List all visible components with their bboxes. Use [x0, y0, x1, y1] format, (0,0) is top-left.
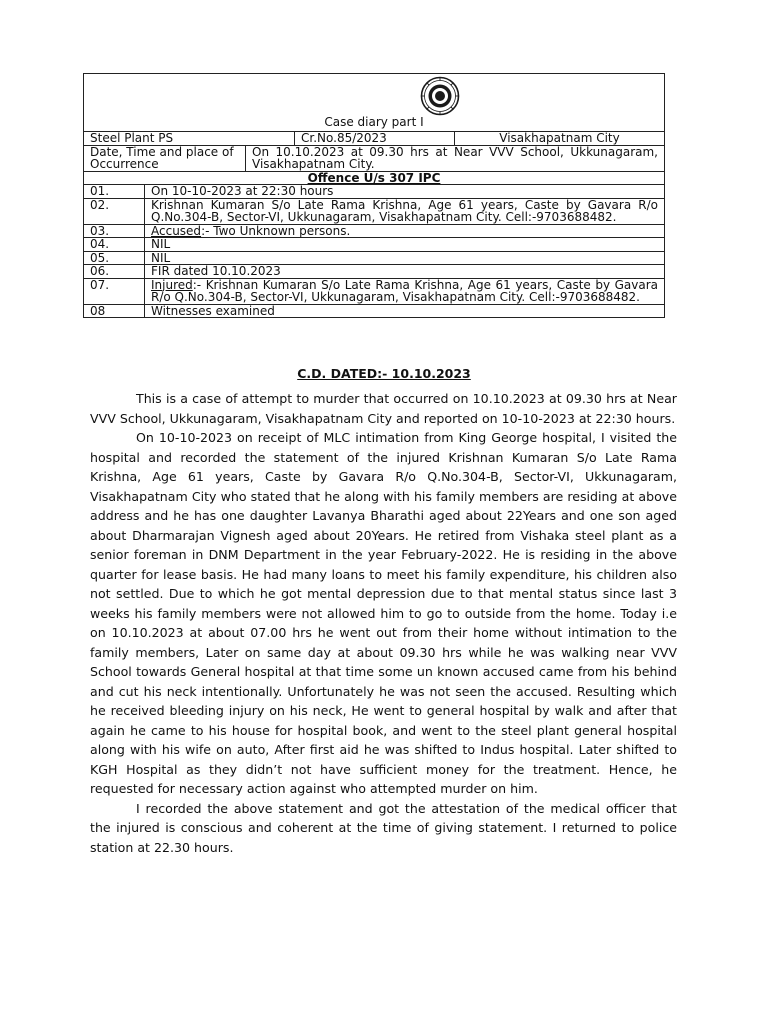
row-number: 08 — [90, 303, 106, 318]
detail-row — [84, 199, 664, 225]
detail-row — [84, 279, 664, 305]
city-name: Visakhapatnam City — [454, 132, 664, 145]
police-station: Steel Plant PS — [90, 131, 174, 145]
accused-text: :- Two Unknown persons. — [201, 223, 351, 238]
occurrence-row — [84, 146, 664, 172]
case-diary-header-table — [83, 73, 665, 318]
injured-text: :- Krishnan Kumaran S/o Late Rama Krishna, Age 61 years, Caste by Gavara R/o Q.No.304-B, Sector-VI, Ukkunagaram, Visakhapatnam City. Cell:-9703688482. — [151, 277, 658, 304]
body-paragraph: I recorded the above statement and got the attestation of the medical officer that the injured is conscious and coherent at the time of giving statement. I returned to police station at 22.30 hours. — [90, 800, 677, 855]
detail-row — [84, 305, 664, 318]
case-diary-body — [90, 389, 677, 857]
body-paragraph: On 10-10-2023 on receipt of MLC intimation from King George hospital, I visited the hospital and recorded the statement of the injured Krishnan Kumaran S/o Late Rama Krishna, Age 61 years, Caste by Gavara R/o Q.No.304-B, Sector-VI, Ukkunagaram, Visakhapatnam City who stated that he along with his family members are residing at above address and he has one daughter Lavanya Bharathi aged about 22Years and one son aged about Dharmarajan Vignesh aged about 20Years. He retired from Vishaka steel plant as a senior foreman in DNM Department in the year February-2022. He is residing in the above quarter for lease basis. He had many loans to meet his family expenditure, his children also not settled. Due to which he got mental depression due to that mental status since last 3 weeks his family members were not allowed him to go to outside from the home. Today i.e on 10.10.2023 at about 07.00 hrs he went out from their home without intimation to the family members, Later on same day at about 09.30 hrs while he was walking near VVV School towards General hospital at that time some un known accused came from his behind and cut his neck intentionally. Unfortunately he was not seen the accused. Resulting which he received bleeding injury on his neck, He went to general hospital by walk and after that again he came to his house for hospital book, and went to the steel plant general hospital along with his wife on auto, After first aid he was shifted to Indus hospital. Later shifted to KGH Hospital as they didn’t not have sufficient money for the treatment. Hence, he requested for necessary action against who attempted murder on him. — [90, 430, 677, 796]
row-number: 01. — [90, 184, 110, 198]
injured-label: Injured — [151, 277, 193, 292]
body-paragraph: This is a case of attempt to murder that occurred on 10.10.2023 at 09.30 hrs at Near VVV School, Ukkunagaram, Visakhapatnam City and reported on 10-10-2023 at 22:30 hours. — [90, 391, 677, 426]
occurrence-value: On 10.10.2023 at 09.30 hrs at Near VVV School, Ukkunagaram, Visakhapatnam City. — [245, 146, 664, 171]
row-number: 05. — [90, 250, 110, 265]
row-number: 04. — [90, 237, 110, 251]
row-text: On 10-10-2023 at 22:30 hours — [144, 185, 664, 198]
cd-date-title: C.D. DATED:- 10.10.2023 — [297, 366, 471, 381]
station-row — [84, 132, 664, 146]
row-number: 02. — [90, 197, 110, 212]
occurrence-label: Date, Time and place of Occurrence — [90, 144, 234, 171]
row-text: Witnesses examined — [144, 305, 664, 318]
crime-number: Cr.No.85/2023 — [294, 132, 454, 145]
row-text — [144, 225, 664, 238]
detail-row — [84, 225, 664, 239]
case-diary-caption: Case diary part I — [324, 115, 424, 129]
row-text: NIL — [144, 252, 664, 265]
detail-row — [84, 238, 664, 252]
row-number: 06. — [90, 264, 110, 278]
emblem-row — [84, 74, 664, 132]
detail-row — [84, 265, 664, 279]
row-text: NIL — [144, 238, 664, 251]
row-number: 03. — [90, 223, 110, 238]
offence-row — [84, 172, 664, 186]
row-text — [144, 279, 664, 304]
emblem-icon — [420, 76, 460, 116]
row-text: FIR dated 10.10.2023 — [144, 265, 664, 278]
row-number: 07. — [90, 277, 110, 292]
offence-section: Offence U/s 307 IPC — [307, 170, 441, 185]
detail-row — [84, 252, 664, 266]
accused-label: Accused — [151, 223, 202, 238]
row-text: Krishnan Kumaran S/o Late Rama Krishna, Age 61 years, Caste by Gavara R/o Q.No.304-B, Sector-VI, Ukkunagaram, Visakhapatnam City. Cell:-9703688482. — [144, 199, 664, 224]
detail-row — [84, 185, 664, 199]
